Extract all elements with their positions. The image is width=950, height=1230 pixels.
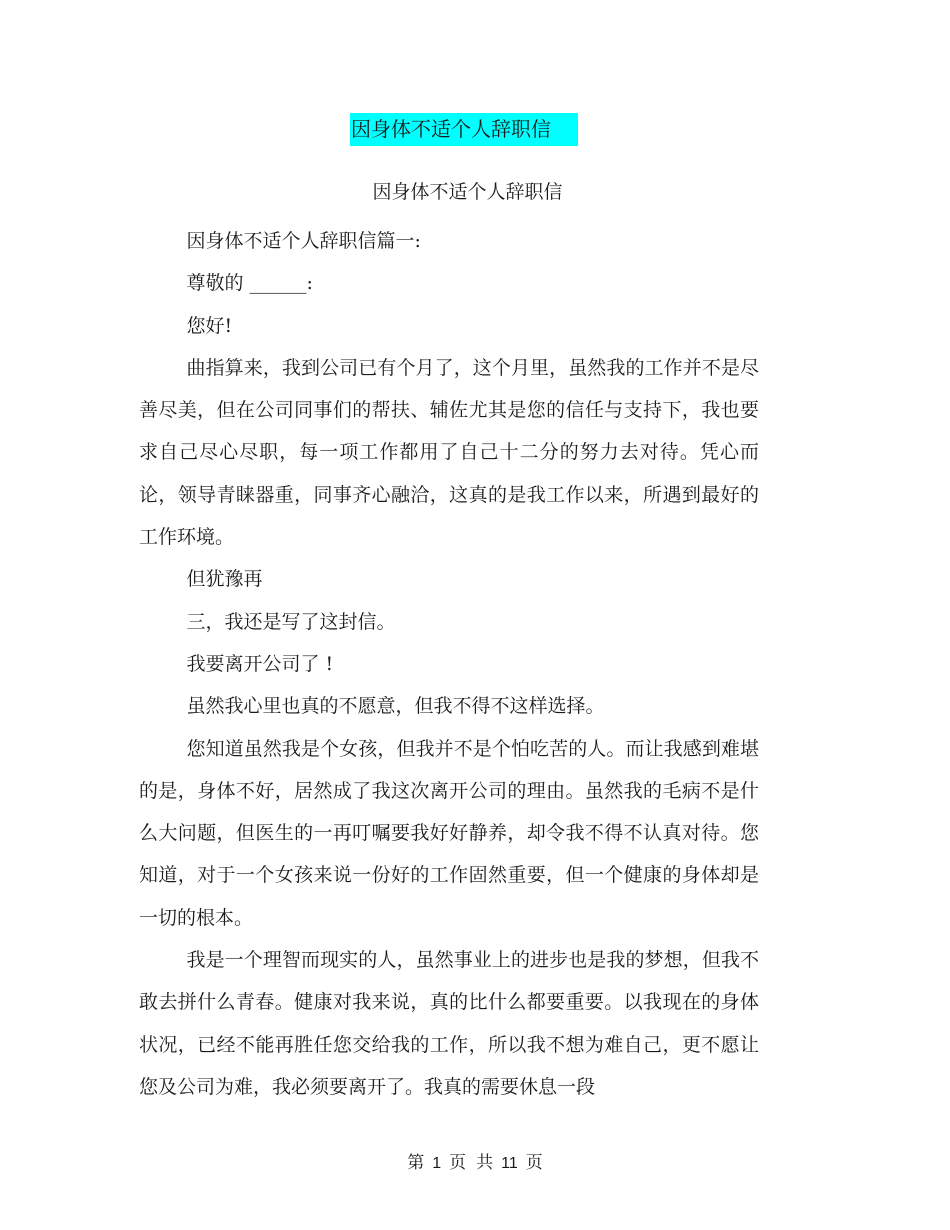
paragraph: 我是一个理智而现实的人，虽然事业上的进步也是我的梦想，但我不敢去拼什么青春。健康对我来说，真的比什么都要重要。以我现在的身体状况，已经不能再胜任您交给我的工作，所以我不想为难自己，更不愿让您及公司为难，我必须要离开了。我真的需要休息一段 <box>139 949 759 1098</box>
footer-prefix: 第 <box>407 1153 425 1173</box>
paragraph: 您好! <box>186 314 233 337</box>
document-body <box>139 220 759 1108</box>
footer-total-prefix: 共 <box>476 1153 494 1173</box>
paragraph: 因身体不适个人辞职信篇一: <box>186 230 421 252</box>
footer-page-word: 页 <box>449 1153 467 1173</box>
paragraph: 三，我还是写了这封信。 <box>186 610 396 633</box>
footer-total-suffix: 页 <box>525 1153 543 1173</box>
paragraph: 尊敬的 ______: <box>186 272 313 295</box>
paragraph: 我要离开公司了 ! <box>186 652 334 675</box>
document-title: 因身体不适个人辞职信 <box>350 113 578 146</box>
footer-page-number: 1 <box>432 1155 442 1172</box>
paragraph: 但犹豫再 <box>186 568 263 591</box>
document-subtitle: 因身体不适个人辞职信 <box>372 181 563 203</box>
paragraph: 曲指算来，我到公司已有个月了，这个月里，虽然我的工作并不是尽善尽美，但在公司同事们的帮扶、辅佐尤其是您的信任与支持下，我也要求自己尽心尽职，每一项工作都用了自己十二分的努力去对待。凭心而论，领导青睐器重，同事齐心融洽，这真的是我工作以来，所遇到最好的工作环境。 <box>139 356 759 549</box>
page-footer <box>0 1150 950 1177</box>
paragraph: 您知道虽然我是个女孩，但我并不是个怕吃苦的人。而让我感到难堪的是，身体不好，居然成了我这次离开公司的理由。虽然我的毛病不是什么大问题，但医生的一再叮嘱要我好好静养，却令我不得不认真对待。您知道，对于一个女孩来说一份好的工作固然重要，但一个健康的身体却是一切的根本。 <box>139 737 759 929</box>
paragraph: 虽然我心里也真的不愿意，但我不得不这样选择。 <box>186 695 605 718</box>
footer-total-pages: 11 <box>501 1155 518 1172</box>
